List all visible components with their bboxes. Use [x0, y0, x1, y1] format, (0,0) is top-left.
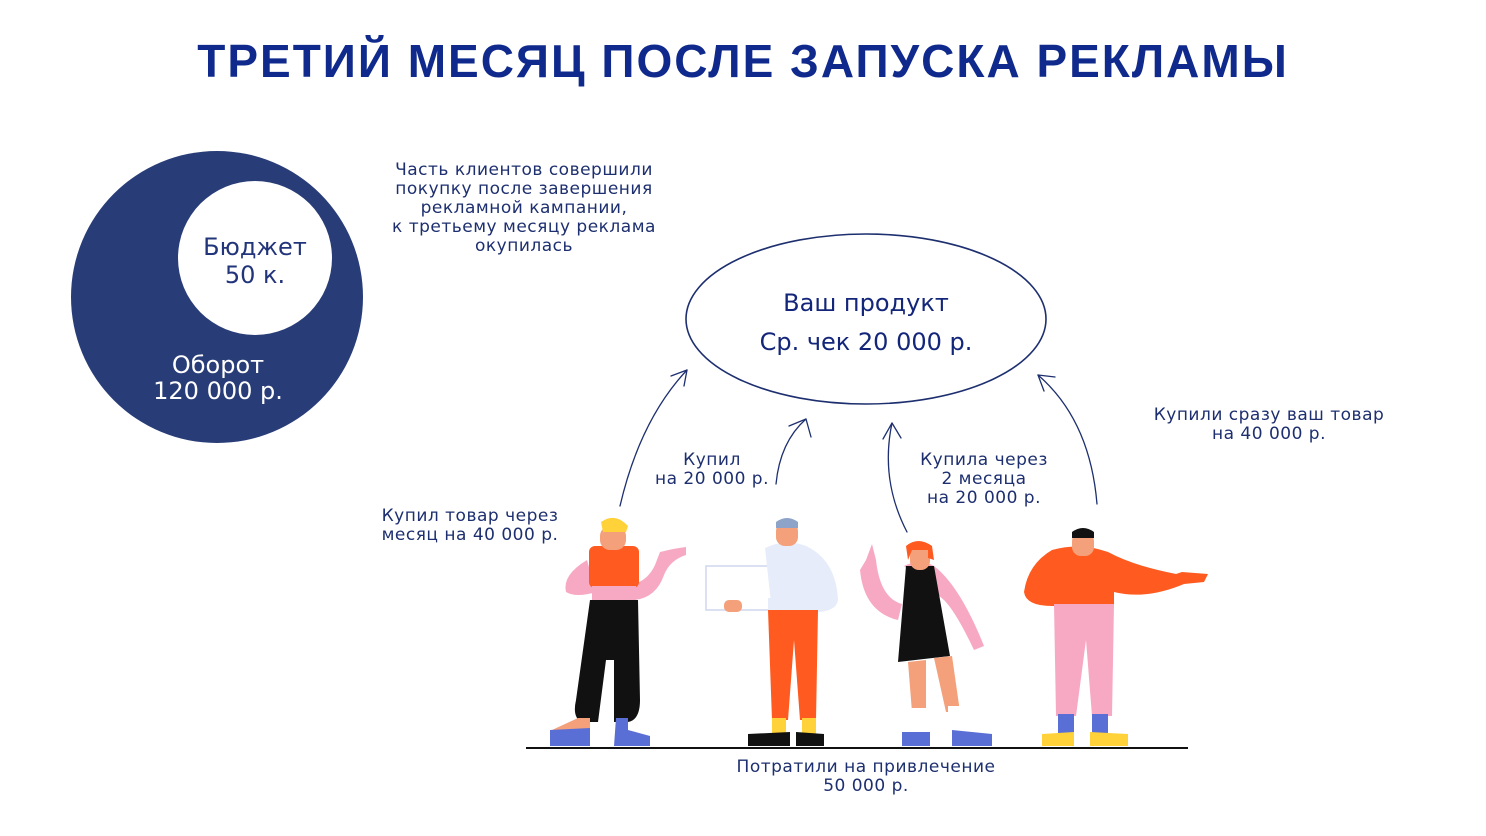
customer-label-2: Купил на 20 000 р. [654, 450, 770, 489]
person-3-illustration [860, 541, 992, 746]
person-2-illustration [706, 518, 838, 746]
customer-label-4: Купили сразу ваш товар на 40 000 р. [1153, 405, 1385, 444]
campaign-note: Часть клиентов совершили покупку после завершения рекламной кампании, к третьему месяцу реклама окупилась [392, 160, 656, 256]
turnover-label: Оборот 120 000 р. [153, 351, 283, 405]
customer-label-3: Купила через 2 месяца на 20 000 р. [920, 450, 1048, 508]
spent-label: Потратили на привлечение 50 000 р. [736, 757, 996, 796]
customer-label-1: Купил товар через месяц на 40 000 р. [381, 506, 559, 545]
person-1-illustration [550, 518, 686, 746]
product-label: Ваш продукт Ср. чек 20 000 р. [759, 289, 973, 356]
page-title: ТРЕТИЙ МЕСЯЦ ПОСЛЕ ЗАПУСКА РЕКЛАМЫ [197, 35, 1289, 87]
person-4-illustration [1024, 528, 1208, 746]
budget-label: Бюджет 50 к. [203, 233, 307, 289]
